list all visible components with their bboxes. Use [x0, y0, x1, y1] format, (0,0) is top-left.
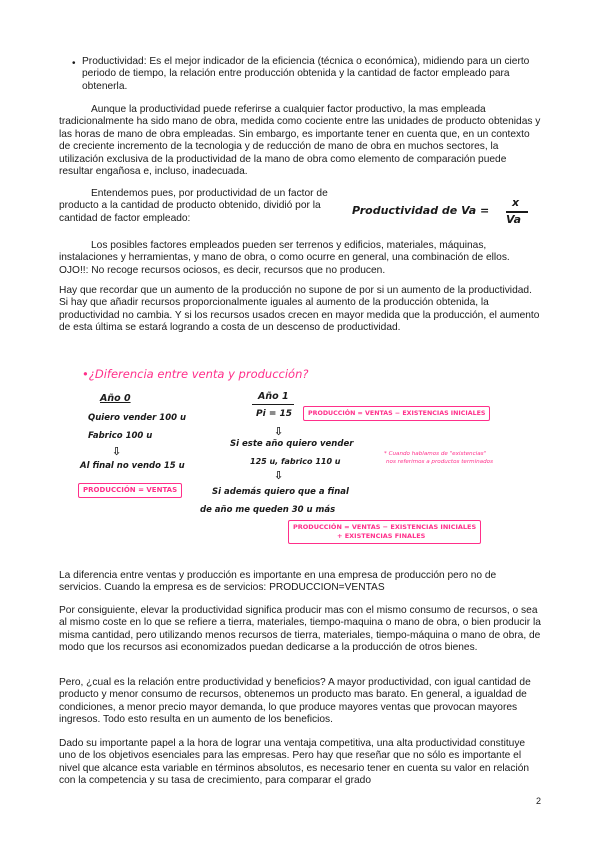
page-number: 2 [536, 796, 542, 806]
paragraph-8: Dado su importante papel a la hora de lograr una ventaja competitiva, una alta productividad constituye uno de los objetivos esenciales para las empresas. Pero hay que reseñar que no sólo es importante el nivel que alcance esta variable en términos absolutos, es necesario tener en cuenta su valor en relación con la competencia y su tasa de crecimiento, para comparar el grado [59, 738, 530, 787]
year0-line2: Fabrico 100 u [88, 431, 153, 441]
year1-box: PRODUCCIÓN = VENTAS − EXISTENCIAS INICIALES [303, 406, 490, 421]
year1-line2: 125 u, fabrico 110 u [250, 457, 341, 466]
notes-heading: •¿Diferencia entre venta y producción? [82, 367, 309, 381]
side-note-line2: nos referimos a productos terminados [386, 459, 493, 465]
paragraph-3: Los posibles factores empleados pueden ser terrenos y edificios, materiales, máquinas, instalaciones y herramientas, y mano de obra, o como ocurre en general, una combinación de ellos. OJO!!: No recoge recursos ociosos, es decir, recursos que no producen. [59, 240, 510, 276]
year0-line3: Al final no vendo 15 u [80, 461, 185, 471]
year0-line1: Quiero vender 100 u [88, 413, 187, 423]
year1-pi: Pi = 15 [256, 409, 293, 419]
formula-numerator: x [512, 196, 520, 209]
year1-line3: Si además quiero que a final [212, 487, 349, 497]
bullet-dot: • [72, 58, 76, 69]
year1-box2-line1: PRODUCCIÓN = VENTAS − EXISTENCIAS INICIALES [293, 523, 477, 531]
year0-box: PRODUCCIÓN = VENTAS [78, 483, 182, 498]
formula-left: Productividad de Va = [352, 204, 490, 217]
year1-line4: de año me queden 30 u más [200, 505, 336, 515]
paragraph-4: Hay que recordar que un aumento de la producción no supone de por si un aumento de la productividad. Si hay que añadir recursos proporcionalmente iguales al aumento de la producción obtenida, la productividad no cambia. Y si los recursos usados crecen en mayor medida que la producción, el aumento de esta última se estará logrando a costa de un descenso de productividad. [59, 285, 540, 334]
year0-arrow: ⇩ [112, 445, 122, 458]
paragraph-6: Por consiguiente, elevar la productividad significa producir mas con el mismo consumo de recursos, o sea al mismo coste en lo que se refiere a tierra, materiales, tiempo-maquina o mano de obra, o bien producir la misma cantidad, pero utilizando menos recursos de tierra, materiales, tiempo-máquina o mano de obra, de modo que los recursos asi economizados puedan dedicarse a la producción de otros bienes. [59, 605, 541, 654]
productivity-formula [352, 196, 552, 236]
year1-title: Año 1 [258, 391, 289, 402]
paragraph-2: Entendemos pues, por productividad de un factor de producto a la cantidad de producto obtenido, dividió por la cantidad de factor empleado: [59, 188, 328, 224]
year1-box2-line2: + EXISTENCIAS FINALES [337, 532, 426, 540]
year1-title-underline [252, 404, 294, 405]
paragraph-7: Pero, ¿cual es la relación entre productividad y beneficios? A mayor productividad, con igual cantidad de producto y menor consumo de recursos, obtenemos un producto mas barato. En general, a igualdad de condiciones, a menor precio mayor demanda, lo que produce mayores ventas que provocan mayores ingresos. Todo esto resulta en un aumento de los beneficios. [59, 677, 531, 726]
paragraph-5: La diferencia entre ventas y producción es importante en una empresa de producción pero no de servicios. Cuando la empresa es de servicios: PRODUCCION=VENTAS [59, 570, 497, 594]
handwritten-notes [0, 355, 599, 565]
bullet-paragraph: Productividad: Es el mejor indicador de la eficiencia (técnica o económica), midiendo para un cierto periodo de tiempo, la relación entre producción obtenida y la cantidad de factor empleado para obtenerla. [82, 56, 530, 92]
side-note-line1: * Cuando hablamos de "existencias" [384, 451, 487, 457]
formula-denominator: Va [506, 213, 522, 226]
year1-line1: Si este año quiero vender [230, 439, 354, 449]
year1-arrow-2: ⇩ [274, 469, 284, 482]
year1-arrow-1: ⇩ [274, 425, 284, 438]
paragraph-1: Aunque la productividad puede referirse a cualquier factor productivo, la mas empleada tradicionalmente ha sido mano de obra, medida como cociente entre las unidades de producto obtenidas y las horas de mano de obra empleadas. Sin embargo, es importante tener en cuenta que, en un contexto de creciente incremento de la tecnologia y de reducción de mano de obra en muchos sectores, la utilización exclusiva de la productividad de la mano de obra como elemento de comparación puede resultar engañosa e, incluso, inadecuada. [59, 104, 541, 178]
year0-title: Año 0 [100, 393, 131, 404]
year1-box2 [288, 520, 481, 544]
